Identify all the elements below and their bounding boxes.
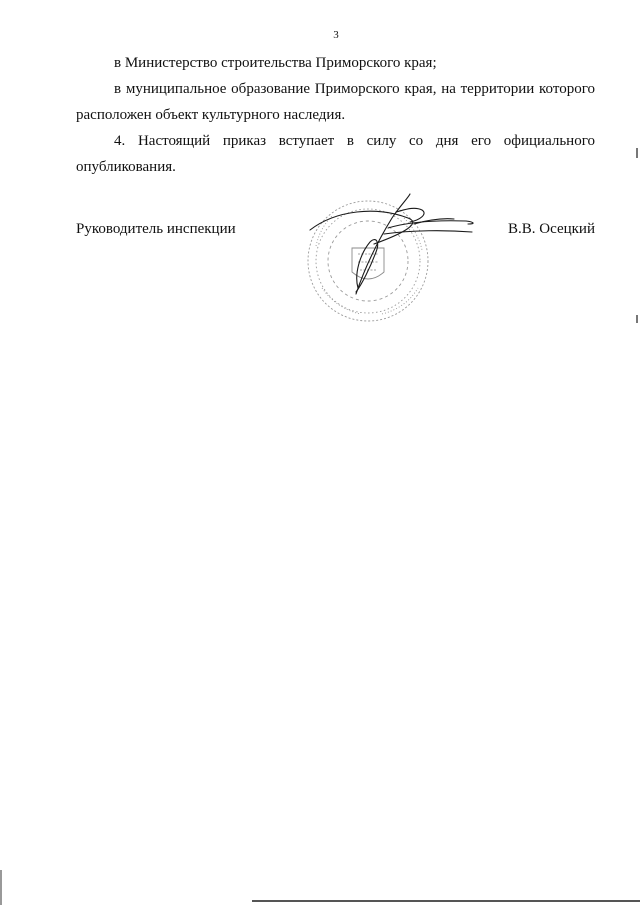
signatory-name: В.В. Осецкий: [508, 221, 595, 237]
scan-edge-mark: [0, 870, 2, 905]
scan-bottom-edge-line: [252, 900, 640, 902]
scan-edge-mark: [636, 148, 638, 158]
page-number: 3: [333, 29, 339, 41]
paragraph-municipality: в муниципальное образование Приморского края, на территории которого расположен объект культурного наследия.: [76, 81, 595, 123]
signature-icon: [310, 194, 473, 294]
paragraph-ministry: в Министерство строительства Приморского края;: [114, 55, 437, 71]
paragraph-effective-date: 4. Настоящий приказ вступает в силу со дня его официального опубликования.: [76, 133, 595, 175]
official-stamp-signature: [296, 188, 486, 328]
signatory-position: Руководитель инспекции: [76, 221, 236, 237]
scan-edge-mark: [636, 315, 638, 323]
